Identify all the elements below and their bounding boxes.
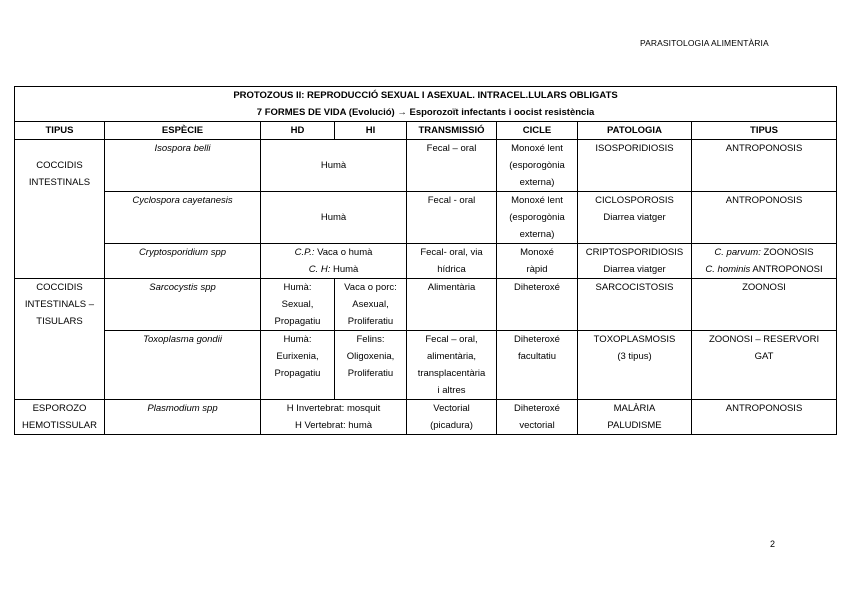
transmission-cell: Alimentària [407, 279, 497, 331]
cycle-line: ràpid [526, 264, 548, 275]
cycle-cell [497, 140, 578, 192]
hi-line: Felins: [356, 334, 385, 345]
type-line [693, 261, 835, 278]
host-value: Vaca o humà [317, 247, 373, 258]
pathology-cell [578, 400, 692, 435]
hd-line: Eurixenia, [276, 351, 319, 362]
transmission-line: Vectorial [433, 403, 470, 414]
cycle-cell [497, 192, 578, 244]
transmission-cell [407, 244, 497, 279]
cycle-line: vectorial [519, 420, 555, 431]
host-cell [261, 244, 407, 279]
group-label-line: INTESTINALS [28, 177, 91, 188]
cycle-line: Monoxé lent [511, 143, 563, 154]
cycle-line: Monoxé lent [511, 195, 563, 206]
hd-line: Propagatiu [274, 316, 321, 327]
transmission-line: alimentària, [426, 351, 477, 362]
group-label-line: COCCIDIS [36, 160, 83, 171]
cycle-line: externa) [519, 229, 555, 240]
type-line: GAT [754, 351, 774, 362]
column-header-row [15, 122, 837, 140]
type-cell: ANTROPONOSIS [692, 400, 837, 435]
cycle-line: externa) [519, 177, 555, 188]
protozoa-table [14, 86, 837, 435]
group-coccidis-tisulars [15, 279, 105, 400]
column-header-hd: HD [261, 122, 335, 140]
table-row [15, 140, 837, 192]
pathology-line: Diarrea viatger [603, 212, 666, 223]
pathology-cell [578, 192, 692, 244]
table-title-row [15, 87, 837, 122]
cycle-line: Diheteroxé [514, 403, 560, 414]
column-header-hi: HI [335, 122, 407, 140]
host-value: Humà [332, 264, 359, 275]
pathology-line: (3 tipus) [617, 351, 652, 362]
host-line [262, 244, 405, 261]
hi-line: Proliferatiu [347, 316, 394, 327]
cycle-cell [497, 331, 578, 400]
species-cell: Cyclospora cayetanesis [105, 192, 261, 244]
type-cell: ANTROPONOSIS [692, 140, 837, 192]
species-cell: Toxoplasma gondii [105, 331, 261, 400]
table-row [15, 331, 837, 400]
pathology-line: PALUDISME [607, 420, 662, 431]
group-label-line: COCCIDIS [36, 282, 83, 293]
species-cell: Cryptosporidium spp [105, 244, 261, 279]
group-coccidis-intestinals [15, 140, 105, 279]
host-cell: Humà [261, 192, 407, 244]
cycle-line: (esporogònia [509, 212, 565, 223]
type-cell [692, 331, 837, 400]
table-row [15, 400, 837, 435]
species-cell: Sarcocystis spp [105, 279, 261, 331]
type-species: C. parvum: [714, 247, 761, 258]
type-line [693, 244, 835, 261]
table-row [15, 279, 837, 331]
table-title [15, 87, 837, 122]
host-label: C. H: [308, 264, 331, 275]
type-cell: ZOONOSI [692, 279, 837, 331]
cycle-line: facultatiu [517, 351, 557, 362]
pathology-cell: SARCOCISTOSIS [578, 279, 692, 331]
column-header-transmissio: TRANSMISSIÓ [407, 122, 497, 140]
column-header-cicle: CICLE [497, 122, 578, 140]
transmission-line: Fecal- oral, via [420, 247, 483, 258]
page-header: PARASITOLOGIA ALIMENTÀRIA [640, 38, 769, 48]
hd-line: Propagatiu [274, 368, 321, 379]
hi-cell [335, 331, 407, 400]
hd-cell [261, 279, 335, 331]
group-label-line: HEMOTISSULAR [22, 420, 97, 431]
transmission-cell: Fecal – oral [407, 140, 497, 192]
type-species: C. hominis [705, 264, 751, 275]
transmission-line: hídrica [437, 264, 466, 275]
pathology-line: CRIPTOSPORIDIOSIS [585, 247, 684, 258]
transmission-cell [407, 331, 497, 400]
column-header-especie: ESPÈCIE [105, 122, 261, 140]
transmission-cell [407, 400, 497, 435]
hd-line: Sexual, [281, 299, 314, 310]
title-line-1: PROTOZOUS II: REPRODUCCIÓ SEXUAL I ASEXUAL. INTRACEL.LULARS OBLIGATS [233, 90, 618, 101]
type-line: ZOONOSI – RESERVORI [708, 334, 820, 345]
hi-line: Asexual, [352, 299, 389, 310]
title-line-2: 7 FORMES DE VIDA (Evolució) → Esporozoït infectants i oocist resistència [256, 107, 595, 118]
transmission-line: (picadura) [430, 420, 473, 431]
host-cell: Humà [261, 140, 407, 192]
cycle-line: (esporogònia [509, 160, 565, 171]
pathology-line: TOXOPLASMOSIS [593, 334, 676, 345]
hd-line: Humà: [283, 334, 312, 345]
column-header-tipus-2: TIPUS [692, 122, 837, 140]
type-value: ZOONOSIS [763, 247, 814, 258]
species-cell: Isospora belli [105, 140, 261, 192]
pathology-cell [578, 331, 692, 400]
cycle-cell [497, 244, 578, 279]
host-label: C.P.: [294, 247, 315, 258]
transmission-cell: Fecal - oral [407, 192, 497, 244]
host-line: H Invertebrat: mosquit [286, 403, 381, 414]
column-header-tipus: TIPUS [15, 122, 105, 140]
type-cell [692, 244, 837, 279]
group-label-line: ESPOROZO [32, 403, 87, 414]
transmission-line: transplacentària [417, 368, 486, 379]
host-cell [261, 400, 407, 435]
cycle-cell: Diheteroxé [497, 279, 578, 331]
hd-line: Humà: [283, 282, 312, 293]
transmission-line: Fecal – oral, [425, 334, 478, 345]
pathology-line: MALÀRIA [613, 403, 656, 414]
page-number: 2 [770, 539, 776, 549]
table-row [15, 192, 837, 244]
hd-cell [261, 331, 335, 400]
pathology-line: Diarrea viatger [603, 264, 666, 275]
column-header-patologia: PATOLOGIA [578, 122, 692, 140]
group-label-line: INTESTINALS – [24, 299, 95, 310]
pathology-cell: ISOSPORIDIOSIS [578, 140, 692, 192]
hi-line: Proliferatiu [347, 368, 394, 379]
hi-line: Vaca o porc: [344, 282, 397, 293]
group-label-line: TISULARS [36, 316, 83, 327]
pathology-line: CICLOSPOROSIS [595, 195, 674, 206]
transmission-line: i altres [437, 385, 466, 396]
cycle-line: Monoxé [520, 247, 554, 258]
cycle-cell [497, 400, 578, 435]
table-row [15, 244, 837, 279]
host-line [262, 261, 405, 278]
cycle-line: Diheteroxé [514, 334, 560, 345]
host-line: H Vertebrat: humà [294, 420, 373, 431]
species-cell: Plasmodium spp [105, 400, 261, 435]
group-esporozo [15, 400, 105, 435]
type-cell: ANTROPONOSIS [692, 192, 837, 244]
type-value: ANTROPONOSI [752, 264, 823, 275]
hi-line: Oligoxenia, [346, 351, 395, 362]
pathology-cell [578, 244, 692, 279]
hi-cell [335, 279, 407, 331]
